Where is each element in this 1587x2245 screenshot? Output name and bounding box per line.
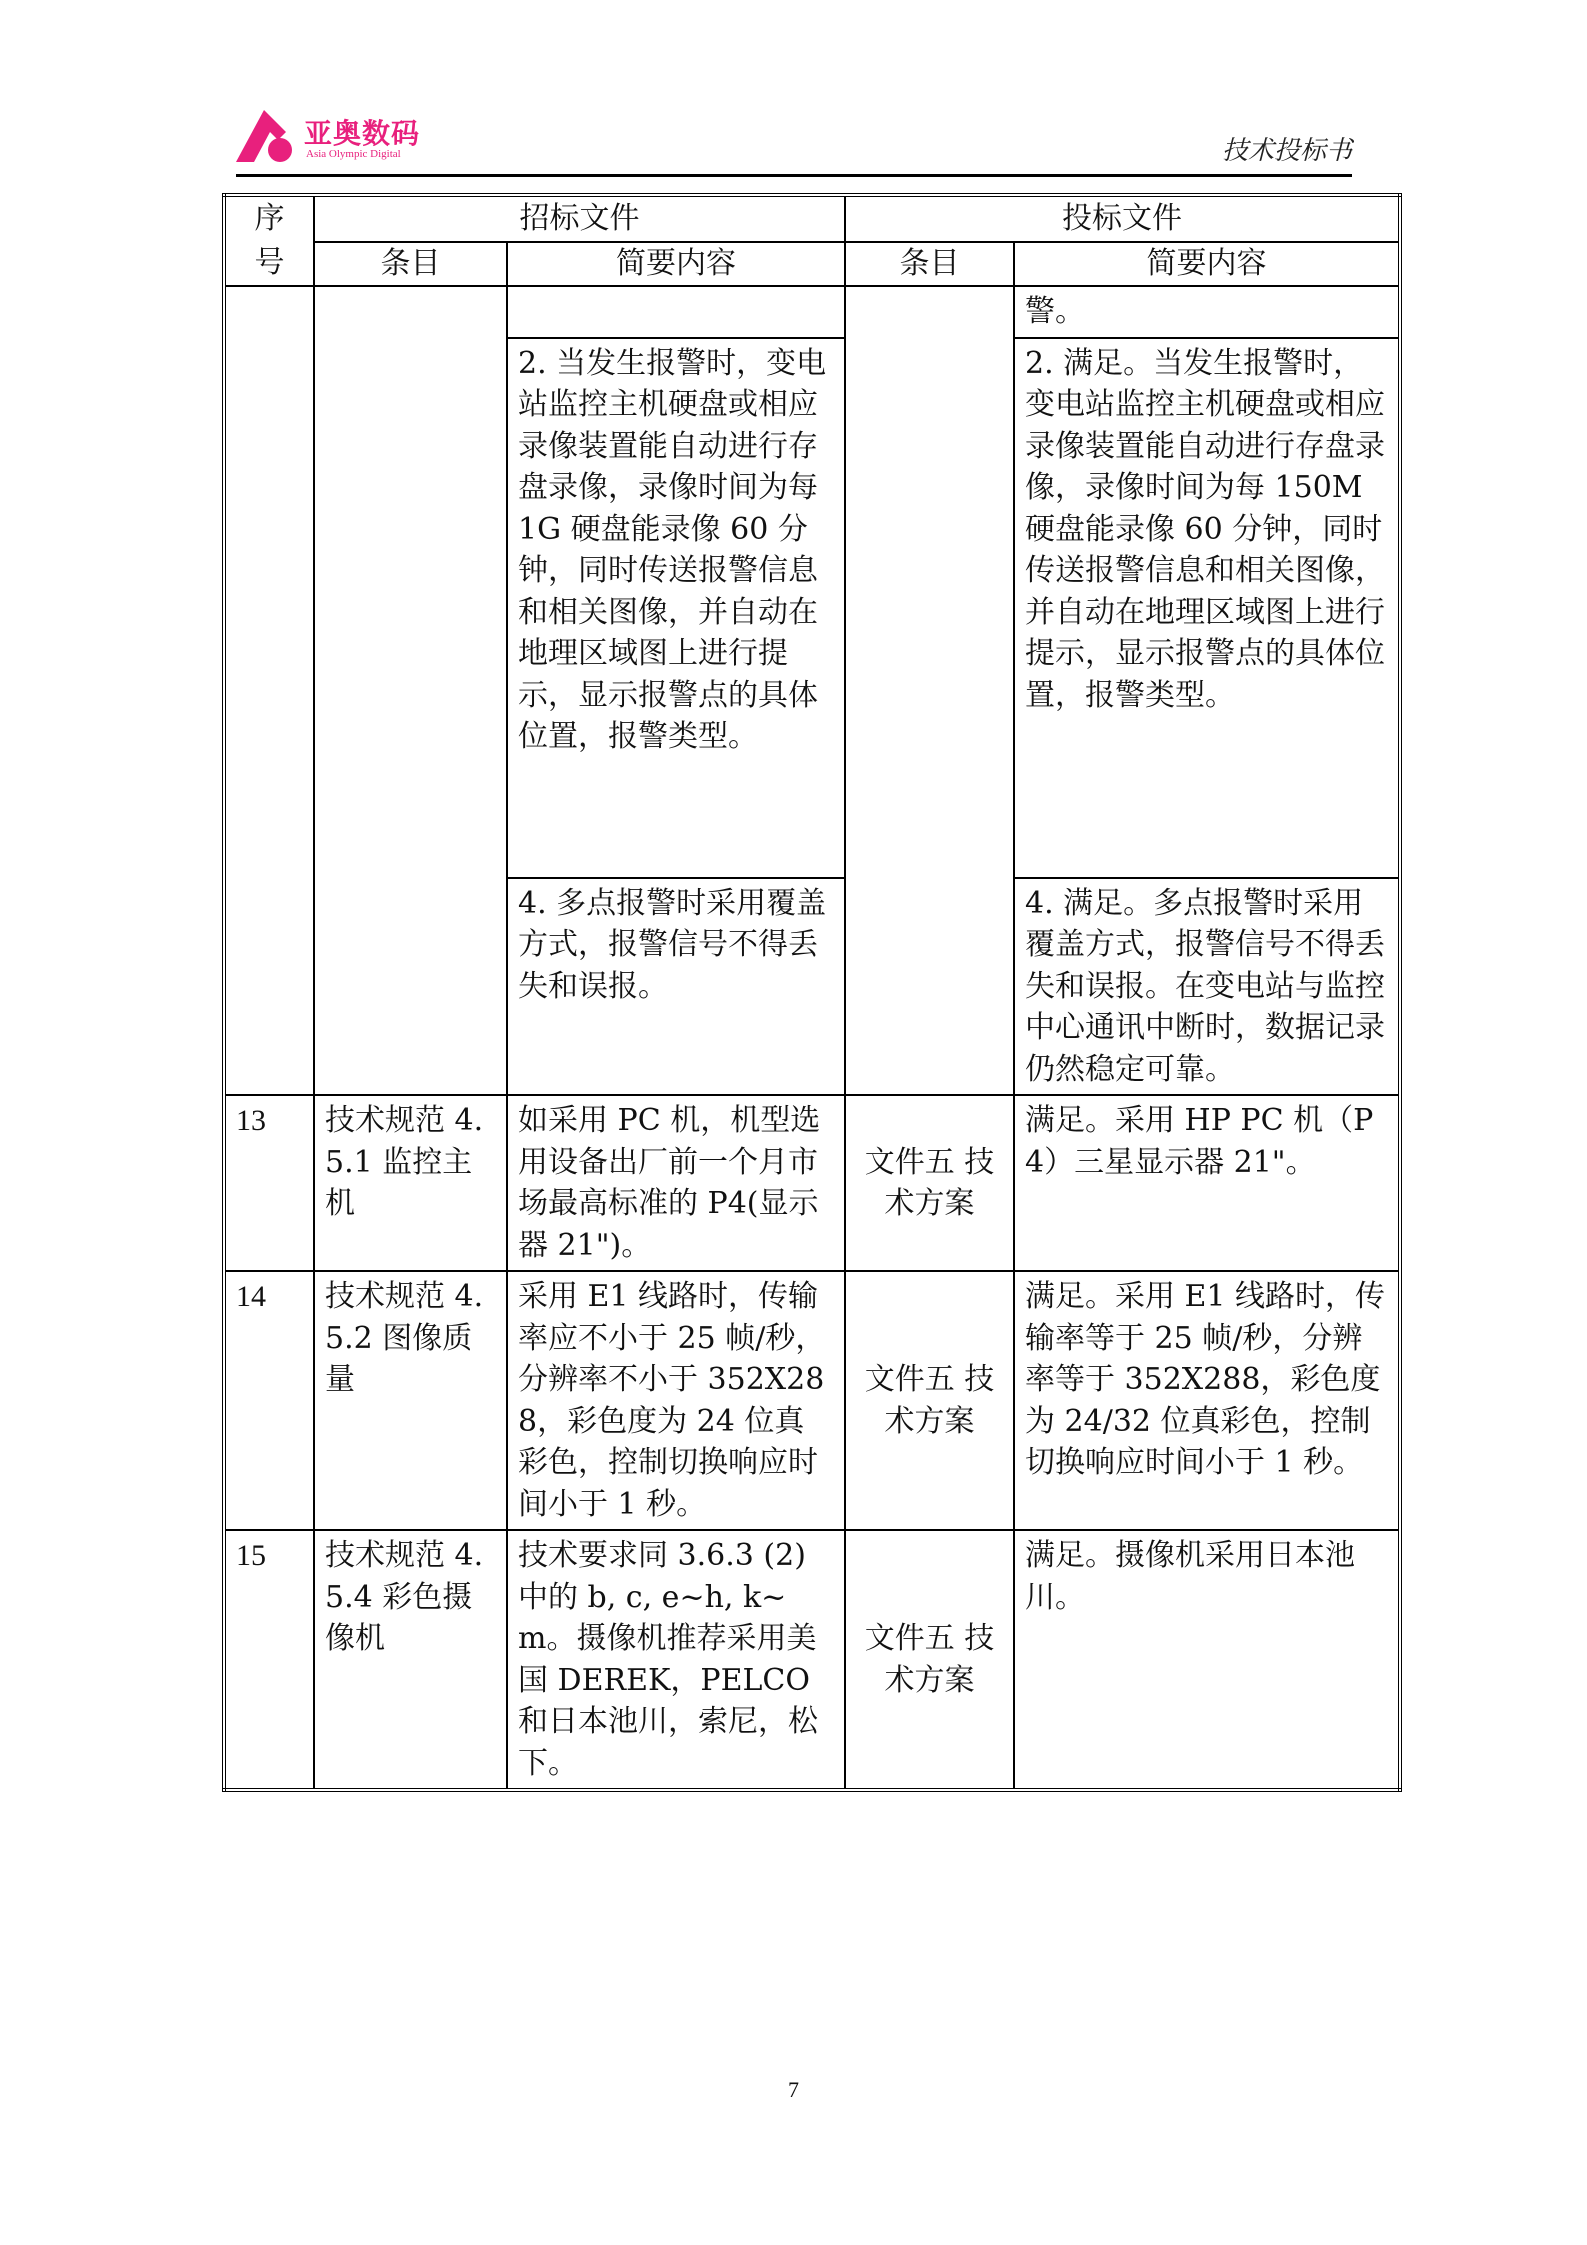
cell-tender-summary-item-4: 4. 多点报警时采用覆盖方式，报警信号不得丢失和误报。	[507, 878, 845, 1096]
comparison-table-container	[222, 193, 1398, 1792]
cell-tender-summary: 技术要求同 3.6.3 (2)中的 b, c, e~h, k~m。摄像机推荐采用美国 DEREK，PELCO 和日本池川，索尼，松下。	[507, 1530, 845, 1790]
table-row-15	[224, 1530, 1400, 1790]
table-row-14	[224, 1271, 1400, 1530]
header-bid-item: 条目	[845, 242, 1014, 286]
document-title: 技术投标书	[1221, 136, 1352, 166]
cell-seq-continued	[224, 286, 314, 1095]
cell-seq: 14	[224, 1271, 314, 1530]
logo-triangle-icon	[236, 110, 296, 165]
header-divider	[236, 174, 1352, 177]
cell-tender-item: 技术规范 4.5.4 彩色摄像机	[314, 1530, 507, 1790]
cell-bid-item: 文件五 技术方案	[845, 1271, 1014, 1530]
cell-tender-summary: 采用 E1 线路时，传输率应不小于 25 帧/秒，分辨率不小于 352X288，彩色度为 24 位真彩色，控制切换响应时间小于 1 秒。	[507, 1271, 845, 1530]
cell-bid-summary-item-2: 2. 满足。当发生报警时，变电站监控主机硬盘或相应录像装置能自动进行存盘录像，录像时间为每 150M 硬盘能录像 60 分钟，同时传送报警信息和相关图像，并自动在地理区域图上进行提示，显示报警点的具体位置，报警类型。	[1014, 338, 1400, 878]
cell-bid-summary: 满足。采用 HP PC 机（P4）三星显示器 21"。	[1014, 1095, 1400, 1271]
header-tender-summary: 简要内容	[507, 242, 845, 286]
cell-bid-item: 文件五 技术方案	[845, 1530, 1014, 1790]
table-row-continued-a	[224, 286, 1400, 338]
header-row-1	[224, 195, 1400, 242]
cell-tender-summary: 如采用 PC 机，机型选用设备出厂前一个月市场最高标准的 P4(显示器 21")。	[507, 1095, 845, 1271]
cell-tender-item: 技术规范 4.5.2 图像质量	[314, 1271, 507, 1530]
logo-english-name: Asia Olympic Digital	[306, 148, 401, 160]
company-logo	[236, 110, 436, 170]
header-bid-summary: 简要内容	[1014, 242, 1400, 286]
logo-chinese-name: 亚奥数码	[304, 117, 421, 150]
table-row-13	[224, 1095, 1400, 1271]
cell-seq: 13	[224, 1095, 314, 1271]
page-number: 7	[788, 2077, 799, 2102]
cell-bid-item: 文件五 技术方案	[845, 1095, 1014, 1271]
cell-tender-item: 技术规范 4.5.1 监控主机	[314, 1095, 507, 1271]
page-header	[236, 100, 1352, 180]
cell-bid-summary: 满足。采用 E1 线路时，传输率等于 25 帧/秒，分辨率等于 352X288，彩色度为 24/32 位真彩色，控制切换响应时间小于 1 秒。	[1014, 1271, 1400, 1530]
cell-bid-summary-continued-a: 警。	[1014, 286, 1400, 338]
cell-tender-summary-item-2: 2. 当发生报警时，变电站监控主机硬盘或相应录像装置能自动进行存盘录像，录像时间为每 1G 硬盘能录像 60 分钟，同时传送报警信息和相关图像，并自动在地理区域图上进行提示，显示报警点的具体位置，报警类型。	[507, 338, 845, 878]
cell-tender-summary-continued-a	[507, 286, 845, 338]
cell-bid-summary: 满足。摄像机采用日本池川。	[1014, 1530, 1400, 1790]
header-row-2	[224, 242, 1400, 286]
header-seq	[224, 195, 314, 286]
header-tender-item: 条目	[314, 242, 507, 286]
tender-bid-comparison-table	[222, 193, 1402, 1792]
cell-bid-summary-item-4: 4. 满足。多点报警时采用覆盖方式，报警信号不得丢失和误报。在变电站与监控中心通讯中断时，数据记录仍然稳定可靠。	[1014, 878, 1400, 1096]
cell-bid-item-continued	[845, 286, 1014, 1095]
header-seq-label: 序号	[254, 201, 285, 280]
cell-item-continued	[314, 286, 507, 1095]
header-tender-document: 招标文件	[314, 195, 845, 242]
header-bid-document: 投标文件	[845, 195, 1400, 242]
cell-seq: 15	[224, 1530, 314, 1790]
